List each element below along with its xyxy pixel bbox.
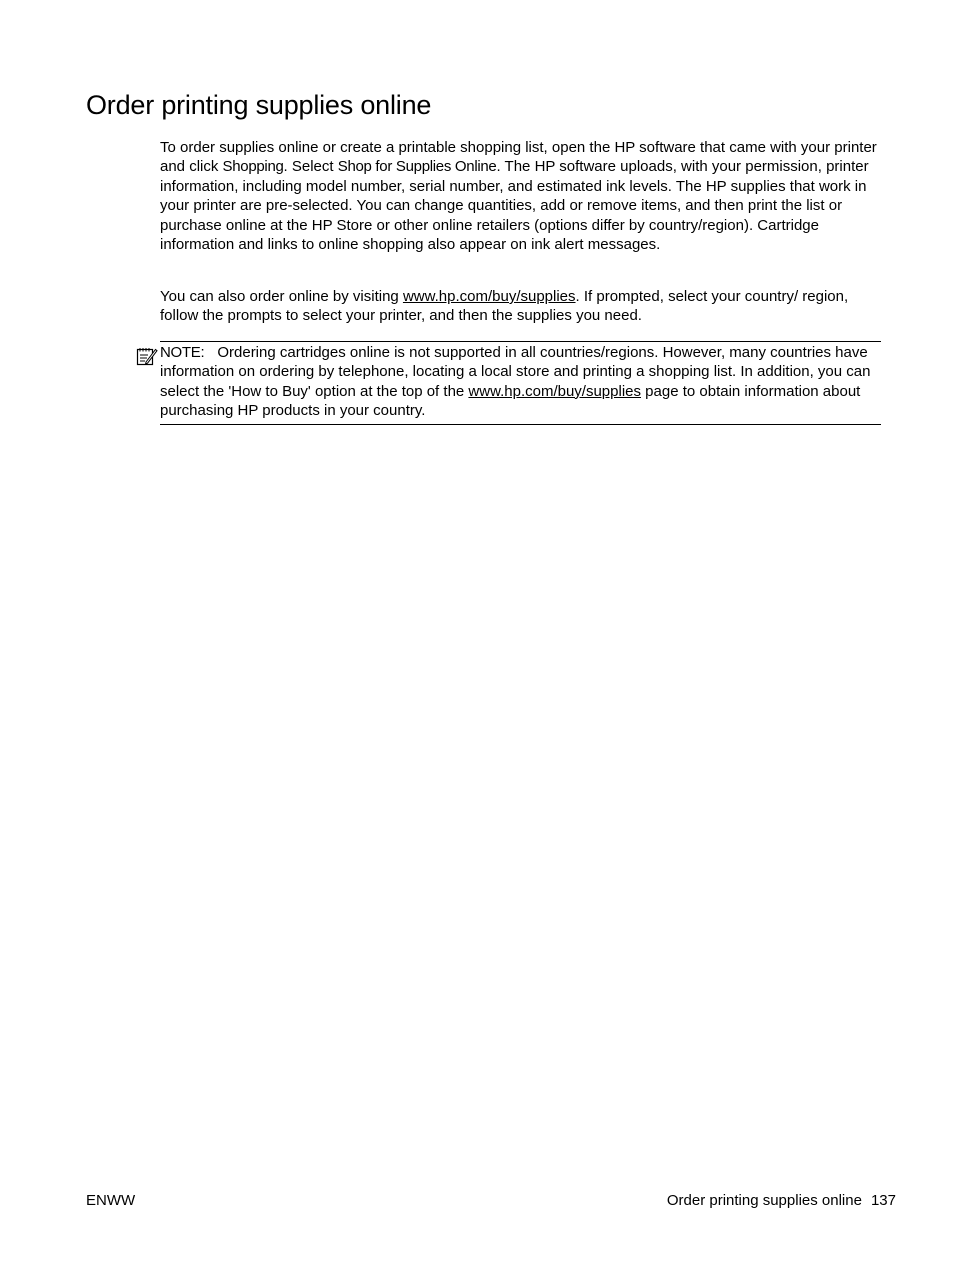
footer-enww: ENWW — [86, 1192, 136, 1209]
paragraph-text: . Select — [283, 158, 338, 176]
note-icon — [136, 345, 158, 367]
hp-supplies-link[interactable]: www.hp.com/buy/supplies — [402, 288, 576, 305]
note-label: NOTE: — [160, 344, 205, 361]
page-title: Order printing supplies online — [86, 90, 432, 120]
footer-section-title: Order printing supplies online — [666, 1192, 862, 1209]
shop-for-supplies-term: Shop for Supplies Online — [337, 158, 497, 176]
online-order-paragraph — [160, 287, 884, 326]
paragraph-text: To order supplies online or create a printable shopping list, open the HP software that came with your printer and click — [160, 139, 877, 176]
page-number: 137 — [870, 1192, 896, 1209]
paragraph-text: . The HP software uploads, with your permission, printer information, including model number, serial number, and estimated ink levels. The HP supplies that work in your printer are pre-selected. You can change quantities, add or remove items, and then print the list or purchase online at the HP Store or other online retailers (options differ by country/region). Cartridge information and links to online shopping also appear on ink alert messages. — [160, 158, 869, 254]
note-text: page to obtain information about purchasing HP products in your country. — [160, 382, 861, 420]
hp-supplies-link-note[interactable]: www.hp.com/buy/supplies — [468, 382, 642, 400]
paragraph-text: You can also order online by visiting — [160, 288, 403, 305]
shopping-paragraph — [160, 138, 884, 254]
footer-section — [667, 1191, 896, 1210]
paragraph-text: . If prompted, select your country/ region, follow the prompts to select your printer, and then the supplies you need. — [160, 288, 849, 325]
note-box — [160, 341, 881, 425]
shopping-term: Shopping — [222, 158, 284, 176]
note-text: Ordering cartridges online is not supported in all countries/regions. However, many countries have information on ordering by telephone, locating a local store and printing a shopping list. In addition, you can select the 'How to Buy' option at the top of the — [160, 344, 871, 400]
